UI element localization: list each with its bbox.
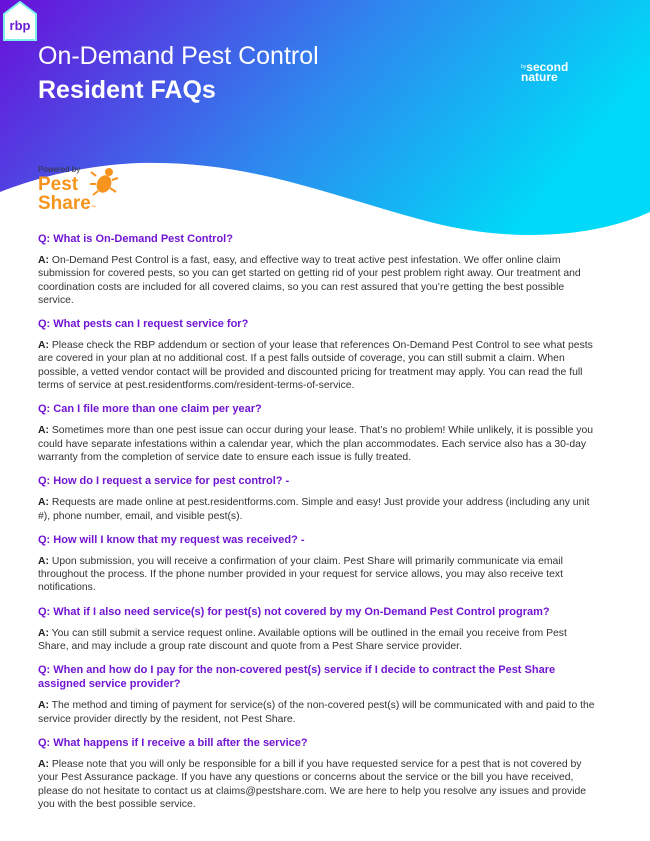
faq-item [38, 736, 598, 811]
faq-answer: A: Please note that you will only be responsible for a bill if you have requested service for a pest that is not covered by your Pest Assurance package. If you have any questions or concerns about the service or the bill you have received, please do not hesitate to contact us at claims@pestshare.com. We are here to help you resolve any issues and provide you with the best possible service. [38, 758, 587, 810]
powered-by-label: Powered by [38, 165, 81, 174]
pest-share-logo: Pest Share™ [38, 174, 96, 214]
faq-item [38, 402, 598, 464]
faq-answer: A: Upon submission, you will receive a confirmation of your claim. Pest Share will primarily communicate via email throughout the process. If the phone number provided in your request for service allows, you may also receive text notifications. [38, 555, 564, 594]
faq-answer: A: On-Demand Pest Control is a fast, easy, and effective way to treat active pest infestation. We offer online claim submission for covered pests, so you can get started on getting rid of your pest problem right away. Our treatment and coordination costs are included for all covered claims, so you can rest assured that you’re getting the best possible service. [38, 255, 581, 306]
faq-item [38, 232, 598, 307]
faq-item [38, 474, 598, 523]
faq-question: Q: How do I request a service for pest control? - [38, 475, 290, 488]
gradient-wave-background [0, 0, 650, 240]
faq-answer: A: Please check the RBP addendum or section of your lease that references On-Demand Pest Control to see what pests are covered in your plan at no additional cost. If a pest falls outside of coverage, you can still submit a claim. When possible, a vetted vendor contact will be provided and discounted pricing for treatment may apply. You can read the full terms of service at pest.residentforms.com/resident-terms-of-service. [38, 340, 593, 392]
faq-list [38, 232, 598, 821]
svg-text:rbp: rbp [9, 18, 31, 33]
bug-icon [88, 166, 120, 196]
faq-answer: A: Sometimes more than one pest issue can occur during your lease. That’s no problem! While unlikely, it is possible you could have separate infestations within a calendar year, which the plan accommodates. Each service also has a 30-day warranty from the completion of service date to ensure each issue is fully treated. [38, 425, 594, 463]
page-title-line2: Resident FAQs [38, 76, 216, 104]
faq-question: Q: What if I also need service(s) for pest(s) not covered by my On-Demand Pest Control program? [38, 605, 550, 618]
faq-question: Q: What happens if I receive a bill after the service? [38, 736, 308, 749]
header-banner [0, 0, 650, 240]
second-nature-logo: $^{by}$second nature [521, 60, 569, 84]
page-title-line1: On-Demand Pest Control [38, 42, 319, 70]
faq-item [38, 533, 598, 595]
faq-answer: A: Requests are made online at pest.residentforms.com. Simple and easy! Just provide your address (including any unit #), phone number, email, and visible pest(s). [38, 497, 590, 522]
faq-item [38, 663, 598, 726]
faq-item [38, 317, 598, 392]
faq-answer: A: You can still submit a service request online. Available options will be outlined in the email you receive from Pest Share, and may include a group rate discount and quote from a Pest Share service provider. [38, 627, 567, 653]
rbp-logo [0, 0, 40, 44]
faq-question: Q: What pests can I request service for? [38, 318, 249, 331]
faq-question: Q: What is On-Demand Pest Control? [38, 233, 233, 245]
faq-question: Q: Can I file more than one claim per year? [38, 403, 262, 416]
faq-question: Q: How will I know that my request was received? - [38, 533, 305, 546]
faq-question: Q: When and how do I pay for the non-covered pest(s) service if I decide to contract the Pest Share assigned service provider? [38, 664, 556, 691]
faq-item [38, 605, 598, 654]
faq-answer: A: The method and timing of payment for service(s) of the non-covered pest(s) will be communicated with and paid to the service provider directly by the resident, not Pest Share. [38, 700, 595, 725]
